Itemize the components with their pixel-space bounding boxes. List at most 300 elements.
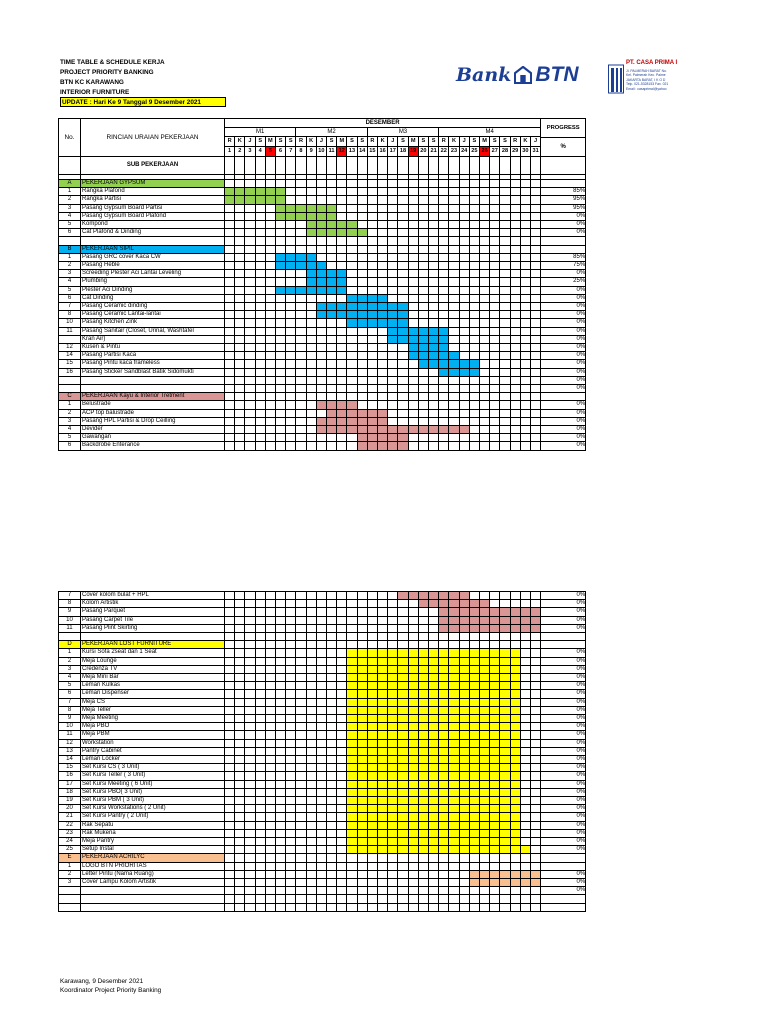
gantt-cell bbox=[428, 409, 438, 417]
task-name: Meja Meeting bbox=[80, 714, 224, 722]
gantt-cell bbox=[510, 376, 520, 384]
gantt-cell bbox=[408, 187, 418, 195]
gantt-cell bbox=[479, 236, 489, 244]
gantt-bar-cell bbox=[285, 253, 295, 261]
row-number: 1 bbox=[58, 648, 80, 656]
gantt-cell bbox=[326, 616, 336, 624]
progress-value: 0% bbox=[540, 599, 586, 607]
gantt-cell bbox=[448, 253, 458, 261]
gantt-cell bbox=[530, 780, 540, 788]
gantt-cell bbox=[357, 245, 367, 253]
gantt-bar-cell bbox=[357, 665, 367, 673]
gantt-cell bbox=[265, 376, 275, 384]
gantt-cell bbox=[520, 294, 530, 302]
gantt-bar-cell bbox=[357, 845, 367, 853]
gantt-cell bbox=[408, 433, 418, 441]
gantt-cell bbox=[469, 195, 479, 203]
gantt-cell bbox=[224, 780, 234, 788]
gantt-bar-cell bbox=[357, 698, 367, 706]
gantt-bar-cell bbox=[448, 599, 458, 607]
gantt-cell bbox=[397, 187, 407, 195]
gantt-cell bbox=[489, 591, 499, 599]
gantt-bar-cell bbox=[418, 788, 428, 796]
gantt-bar-cell bbox=[428, 829, 438, 837]
gantt-cell bbox=[285, 837, 295, 845]
gantt-cell bbox=[285, 277, 295, 285]
gantt-cell bbox=[357, 400, 367, 408]
gantt-cell bbox=[530, 632, 540, 640]
gantt-cell bbox=[520, 195, 530, 203]
gantt-cell bbox=[377, 886, 387, 894]
gantt-cell bbox=[479, 862, 489, 870]
gantt-cell bbox=[336, 607, 346, 615]
gantt-bar-cell bbox=[224, 187, 234, 195]
gantt-bar-cell bbox=[357, 796, 367, 804]
row-number: 1 bbox=[58, 400, 80, 408]
gantt-cell bbox=[244, 780, 254, 788]
gantt-cell bbox=[459, 640, 469, 648]
gantt-cell bbox=[244, 335, 254, 343]
gantt-cell bbox=[367, 187, 377, 195]
gantt-cell bbox=[530, 302, 540, 310]
gantt-cell bbox=[520, 302, 530, 310]
gantt-cell bbox=[408, 607, 418, 615]
gantt-cell bbox=[520, 665, 530, 673]
gantt-cell bbox=[316, 903, 326, 911]
header-day-letter: M bbox=[479, 136, 489, 146]
gantt-bar-cell bbox=[387, 673, 397, 681]
gantt-cell bbox=[499, 591, 509, 599]
row-number: 1 bbox=[58, 187, 80, 195]
gantt-cell bbox=[306, 730, 316, 738]
gantt-cell bbox=[265, 853, 275, 861]
gantt-bar-cell bbox=[489, 771, 499, 779]
gantt-bar-cell bbox=[326, 220, 336, 228]
gantt-cell bbox=[326, 829, 336, 837]
gantt-cell bbox=[295, 277, 305, 285]
task-name: Meja Pantry bbox=[80, 837, 224, 845]
gantt-cell bbox=[448, 310, 458, 318]
gantt-cell bbox=[510, 425, 520, 433]
gantt-cell bbox=[459, 433, 469, 441]
gantt-cell bbox=[326, 376, 336, 384]
gantt-cell bbox=[336, 433, 346, 441]
gantt-cell bbox=[489, 212, 499, 220]
gantt-bar-cell bbox=[469, 624, 479, 632]
gantt-bar-cell bbox=[265, 195, 275, 203]
gantt-cell bbox=[397, 253, 407, 261]
gantt-bar-cell bbox=[306, 220, 316, 228]
gantt-cell bbox=[397, 607, 407, 615]
gantt-bar-cell bbox=[479, 804, 489, 812]
gantt-cell bbox=[326, 763, 336, 771]
gantt-cell bbox=[346, 599, 356, 607]
gantt-cell bbox=[275, 409, 285, 417]
gantt-cell bbox=[265, 310, 275, 318]
gantt-cell bbox=[489, 853, 499, 861]
gantt-cell bbox=[244, 706, 254, 714]
gantt-bar-cell bbox=[418, 689, 428, 697]
gantt-cell bbox=[255, 318, 265, 326]
gantt-cell bbox=[408, 318, 418, 326]
gantt-bar-cell bbox=[418, 665, 428, 673]
progress-value: 0% bbox=[540, 739, 586, 747]
row-number: 11 bbox=[58, 730, 80, 738]
gantt-bar-cell bbox=[387, 665, 397, 673]
gantt-cell bbox=[295, 187, 305, 195]
gantt-cell bbox=[459, 179, 469, 187]
header-day-letter: R bbox=[510, 136, 520, 146]
gantt-cell bbox=[265, 862, 275, 870]
gantt-bar-cell bbox=[479, 739, 489, 747]
gantt-cell bbox=[499, 894, 509, 902]
gantt-cell bbox=[469, 294, 479, 302]
gantt-cell bbox=[387, 878, 397, 886]
gantt-cell bbox=[275, 739, 285, 747]
progress-value: 0% bbox=[540, 607, 586, 615]
gantt-cell bbox=[428, 253, 438, 261]
gantt-cell bbox=[326, 359, 336, 367]
gantt-cell bbox=[357, 286, 367, 294]
gantt-cell bbox=[326, 853, 336, 861]
gantt-cell bbox=[387, 368, 397, 376]
gantt-cell bbox=[499, 384, 509, 392]
gantt-cell bbox=[316, 648, 326, 656]
gantt-cell bbox=[285, 886, 295, 894]
gantt-cell bbox=[275, 870, 285, 878]
gantt-cell bbox=[255, 821, 265, 829]
gantt-cell bbox=[316, 253, 326, 261]
gantt-cell bbox=[469, 310, 479, 318]
gantt-cell bbox=[530, 351, 540, 359]
gantt-cell bbox=[408, 376, 418, 384]
gantt-cell bbox=[530, 376, 540, 384]
gantt-cell bbox=[387, 253, 397, 261]
gantt-cell bbox=[285, 269, 295, 277]
gantt-bar-cell bbox=[469, 607, 479, 615]
gantt-cell bbox=[234, 640, 244, 648]
gantt-cell bbox=[387, 624, 397, 632]
gantt-bar-cell bbox=[418, 845, 428, 853]
gantt-cell bbox=[489, 220, 499, 228]
gantt-bar-cell bbox=[316, 228, 326, 236]
gantt-bar-cell bbox=[326, 277, 336, 285]
gantt-bar-cell bbox=[448, 804, 458, 812]
gantt-bar-cell bbox=[408, 804, 418, 812]
gantt-cell bbox=[244, 903, 254, 911]
progress-value: 0% bbox=[540, 780, 586, 788]
gantt-cell bbox=[357, 368, 367, 376]
gantt-cell bbox=[265, 253, 275, 261]
gantt-cell bbox=[489, 409, 499, 417]
gantt-cell bbox=[224, 673, 234, 681]
gantt-cell bbox=[428, 277, 438, 285]
gantt-cell bbox=[510, 286, 520, 294]
gantt-bar-cell bbox=[479, 837, 489, 845]
gantt-cell bbox=[418, 417, 428, 425]
task-name: Pasang Gypsum Board Plafond bbox=[80, 212, 224, 220]
header-day-letter: S bbox=[397, 136, 407, 146]
gantt-cell bbox=[387, 870, 397, 878]
gantt-cell bbox=[377, 640, 387, 648]
gantt-cell bbox=[285, 417, 295, 425]
gantt-cell bbox=[418, 616, 428, 624]
gantt-bar-cell bbox=[438, 591, 448, 599]
gantt-bar-cell bbox=[408, 829, 418, 837]
gantt-cell bbox=[265, 220, 275, 228]
gantt-cell bbox=[336, 648, 346, 656]
gantt-cell bbox=[224, 351, 234, 359]
gantt-cell bbox=[428, 616, 438, 624]
gantt-cell bbox=[275, 591, 285, 599]
gantt-cell bbox=[377, 392, 387, 400]
gantt-cell bbox=[489, 400, 499, 408]
gantt-bar-cell bbox=[357, 755, 367, 763]
gantt-cell bbox=[295, 894, 305, 902]
gantt-cell bbox=[285, 796, 295, 804]
gantt-bar-cell bbox=[377, 417, 387, 425]
gantt-bar-cell bbox=[357, 433, 367, 441]
row-number: 23 bbox=[58, 829, 80, 837]
gantt-cell bbox=[326, 156, 336, 174]
gantt-cell bbox=[510, 862, 520, 870]
gantt-cell bbox=[244, 327, 254, 335]
gantt-bar-cell bbox=[510, 845, 520, 853]
gantt-cell bbox=[469, 156, 479, 174]
gantt-cell bbox=[520, 212, 530, 220]
gantt-cell bbox=[316, 878, 326, 886]
gantt-cell bbox=[275, 886, 285, 894]
gantt-cell bbox=[438, 310, 448, 318]
gantt-cell bbox=[479, 220, 489, 228]
row-number: 12 bbox=[58, 739, 80, 747]
gantt-cell bbox=[520, 886, 530, 894]
gantt-cell bbox=[224, 689, 234, 697]
gantt-cell bbox=[489, 318, 499, 326]
gantt-cell bbox=[275, 689, 285, 697]
gantt-cell bbox=[285, 780, 295, 788]
gantt-bar-cell bbox=[316, 277, 326, 285]
gantt-cell bbox=[224, 739, 234, 747]
section-code: C bbox=[58, 392, 80, 400]
gantt-cell bbox=[316, 788, 326, 796]
task-name: Rangka Plafond bbox=[80, 187, 224, 195]
gantt-cell bbox=[346, 343, 356, 351]
gantt-cell bbox=[295, 903, 305, 911]
gantt-bar-cell bbox=[418, 771, 428, 779]
gantt-cell bbox=[469, 376, 479, 384]
gantt-cell bbox=[336, 796, 346, 804]
gantt-cell bbox=[336, 845, 346, 853]
gantt-bar-cell bbox=[448, 788, 458, 796]
gantt-cell bbox=[520, 204, 530, 212]
gantt-cell bbox=[285, 624, 295, 632]
gantt-bar-cell bbox=[408, 689, 418, 697]
gantt-bar-cell bbox=[489, 616, 499, 624]
progress-value: 0% bbox=[540, 359, 586, 367]
row-number: 6 bbox=[58, 441, 80, 449]
gantt-bar-cell bbox=[367, 771, 377, 779]
gantt-cell bbox=[265, 730, 275, 738]
progress-value bbox=[540, 853, 586, 861]
gantt-cell bbox=[377, 187, 387, 195]
gantt-cell bbox=[357, 878, 367, 886]
header-week: M4 bbox=[438, 127, 540, 136]
gantt-cell bbox=[326, 780, 336, 788]
gantt-cell bbox=[285, 591, 295, 599]
gantt-cell bbox=[275, 763, 285, 771]
gantt-cell bbox=[387, 343, 397, 351]
gantt-cell bbox=[255, 714, 265, 722]
gantt-cell bbox=[357, 894, 367, 902]
gantt-bar-cell bbox=[326, 417, 336, 425]
gantt-cell bbox=[459, 878, 469, 886]
gantt-cell bbox=[234, 591, 244, 599]
gantt-bar-cell bbox=[510, 763, 520, 771]
gantt-cell bbox=[295, 886, 305, 894]
gantt-cell bbox=[367, 599, 377, 607]
gantt-cell bbox=[326, 796, 336, 804]
gantt-cell bbox=[285, 878, 295, 886]
gantt-cell bbox=[469, 236, 479, 244]
gantt-cell bbox=[326, 657, 336, 665]
row-number: 3 bbox=[58, 878, 80, 886]
gantt-bar-cell bbox=[428, 351, 438, 359]
gantt-cell bbox=[530, 359, 540, 367]
gantt-cell bbox=[234, 269, 244, 277]
gantt-bar-cell bbox=[469, 616, 479, 624]
gantt-cell bbox=[244, 607, 254, 615]
gantt-cell bbox=[530, 714, 540, 722]
gantt-cell bbox=[438, 156, 448, 174]
gantt-bar-cell bbox=[295, 286, 305, 294]
gantt-cell bbox=[377, 335, 387, 343]
gantt-cell bbox=[234, 706, 244, 714]
gantt-cell bbox=[316, 392, 326, 400]
progress-value: 0% bbox=[540, 804, 586, 812]
gantt-bar-cell bbox=[438, 780, 448, 788]
gantt-cell bbox=[510, 228, 520, 236]
gantt-bar-cell bbox=[428, 821, 438, 829]
gantt-cell bbox=[346, 156, 356, 174]
signature-role: Koordinator Project Priority Banking bbox=[60, 987, 162, 994]
gantt-cell bbox=[285, 433, 295, 441]
gantt-cell bbox=[234, 796, 244, 804]
gantt-bar-cell bbox=[448, 368, 458, 376]
gantt-bar-cell bbox=[387, 804, 397, 812]
task-name bbox=[80, 384, 224, 392]
gantt-cell bbox=[336, 599, 346, 607]
gantt-cell bbox=[520, 261, 530, 269]
gantt-cell bbox=[520, 755, 530, 763]
gantt-cell bbox=[316, 804, 326, 812]
gantt-bar-cell bbox=[438, 327, 448, 335]
section-title: PEKERJAAN GYPSUM bbox=[80, 179, 224, 187]
gantt-cell bbox=[418, 433, 428, 441]
gantt-cell bbox=[265, 747, 275, 755]
gantt-cell bbox=[336, 771, 346, 779]
gantt-cell bbox=[530, 640, 540, 648]
gantt-cell bbox=[346, 632, 356, 640]
row-number bbox=[58, 236, 80, 244]
gantt-cell bbox=[357, 236, 367, 244]
task-name: ACP top balustrade bbox=[80, 409, 224, 417]
gantt-cell bbox=[377, 327, 387, 335]
gantt-cell bbox=[285, 376, 295, 384]
gantt-cell bbox=[448, 894, 458, 902]
gantt-cell bbox=[285, 894, 295, 902]
gantt-cell bbox=[418, 441, 428, 449]
gantt-bar-cell bbox=[397, 739, 407, 747]
gantt-cell bbox=[285, 681, 295, 689]
gantt-bar-cell bbox=[346, 804, 356, 812]
gantt-bar-cell bbox=[438, 739, 448, 747]
gantt-bar-cell bbox=[459, 755, 469, 763]
gantt-cell bbox=[224, 829, 234, 837]
gantt-cell bbox=[326, 870, 336, 878]
task-name: Pasang Gypsum Board Partisi bbox=[80, 204, 224, 212]
gantt-cell bbox=[397, 853, 407, 861]
gantt-cell bbox=[357, 392, 367, 400]
gantt-cell bbox=[499, 853, 509, 861]
gantt-cell bbox=[244, 253, 254, 261]
gantt-bar-cell bbox=[377, 804, 387, 812]
gantt-bar-cell bbox=[377, 796, 387, 804]
gantt-cell bbox=[367, 392, 377, 400]
gantt-cell bbox=[377, 245, 387, 253]
gantt-cell bbox=[285, 771, 295, 779]
gantt-cell bbox=[438, 294, 448, 302]
row-number: 20 bbox=[58, 804, 80, 812]
gantt-bar-cell bbox=[459, 771, 469, 779]
gantt-bar-cell bbox=[469, 755, 479, 763]
gantt-cell bbox=[316, 755, 326, 763]
gantt-cell bbox=[408, 212, 418, 220]
gantt-cell bbox=[428, 368, 438, 376]
gantt-cell bbox=[530, 277, 540, 285]
gantt-bar-cell bbox=[367, 409, 377, 417]
progress-value: 0% bbox=[540, 409, 586, 417]
gantt-cell bbox=[255, 837, 265, 845]
gantt-cell bbox=[418, 253, 428, 261]
gantt-cell bbox=[265, 845, 275, 853]
gantt-cell bbox=[387, 894, 397, 902]
gantt-bar-cell bbox=[387, 796, 397, 804]
gantt-cell bbox=[336, 878, 346, 886]
gantt-cell bbox=[428, 212, 438, 220]
gantt-cell bbox=[438, 261, 448, 269]
gantt-bar-cell bbox=[377, 845, 387, 853]
gantt-bar-cell bbox=[499, 763, 509, 771]
gantt-cell bbox=[326, 335, 336, 343]
gantt-bar-cell bbox=[397, 812, 407, 820]
header-week: M3 bbox=[367, 127, 438, 136]
task-name: Pasang Heble bbox=[80, 261, 224, 269]
gantt-cell bbox=[397, 878, 407, 886]
header-title: TIME TABLE & SCHEDULE KERJA bbox=[60, 59, 165, 66]
gantt-bar-cell bbox=[316, 400, 326, 408]
gantt-cell bbox=[255, 409, 265, 417]
header-percent: % bbox=[540, 137, 586, 156]
progress-value: 0% bbox=[540, 829, 586, 837]
gantt-cell bbox=[285, 302, 295, 310]
gantt-bar-cell bbox=[346, 788, 356, 796]
gantt-cell bbox=[510, 318, 520, 326]
gantt-cell bbox=[224, 632, 234, 640]
gantt-bar-cell bbox=[336, 277, 346, 285]
gantt-cell bbox=[397, 400, 407, 408]
progress-value bbox=[540, 236, 586, 244]
